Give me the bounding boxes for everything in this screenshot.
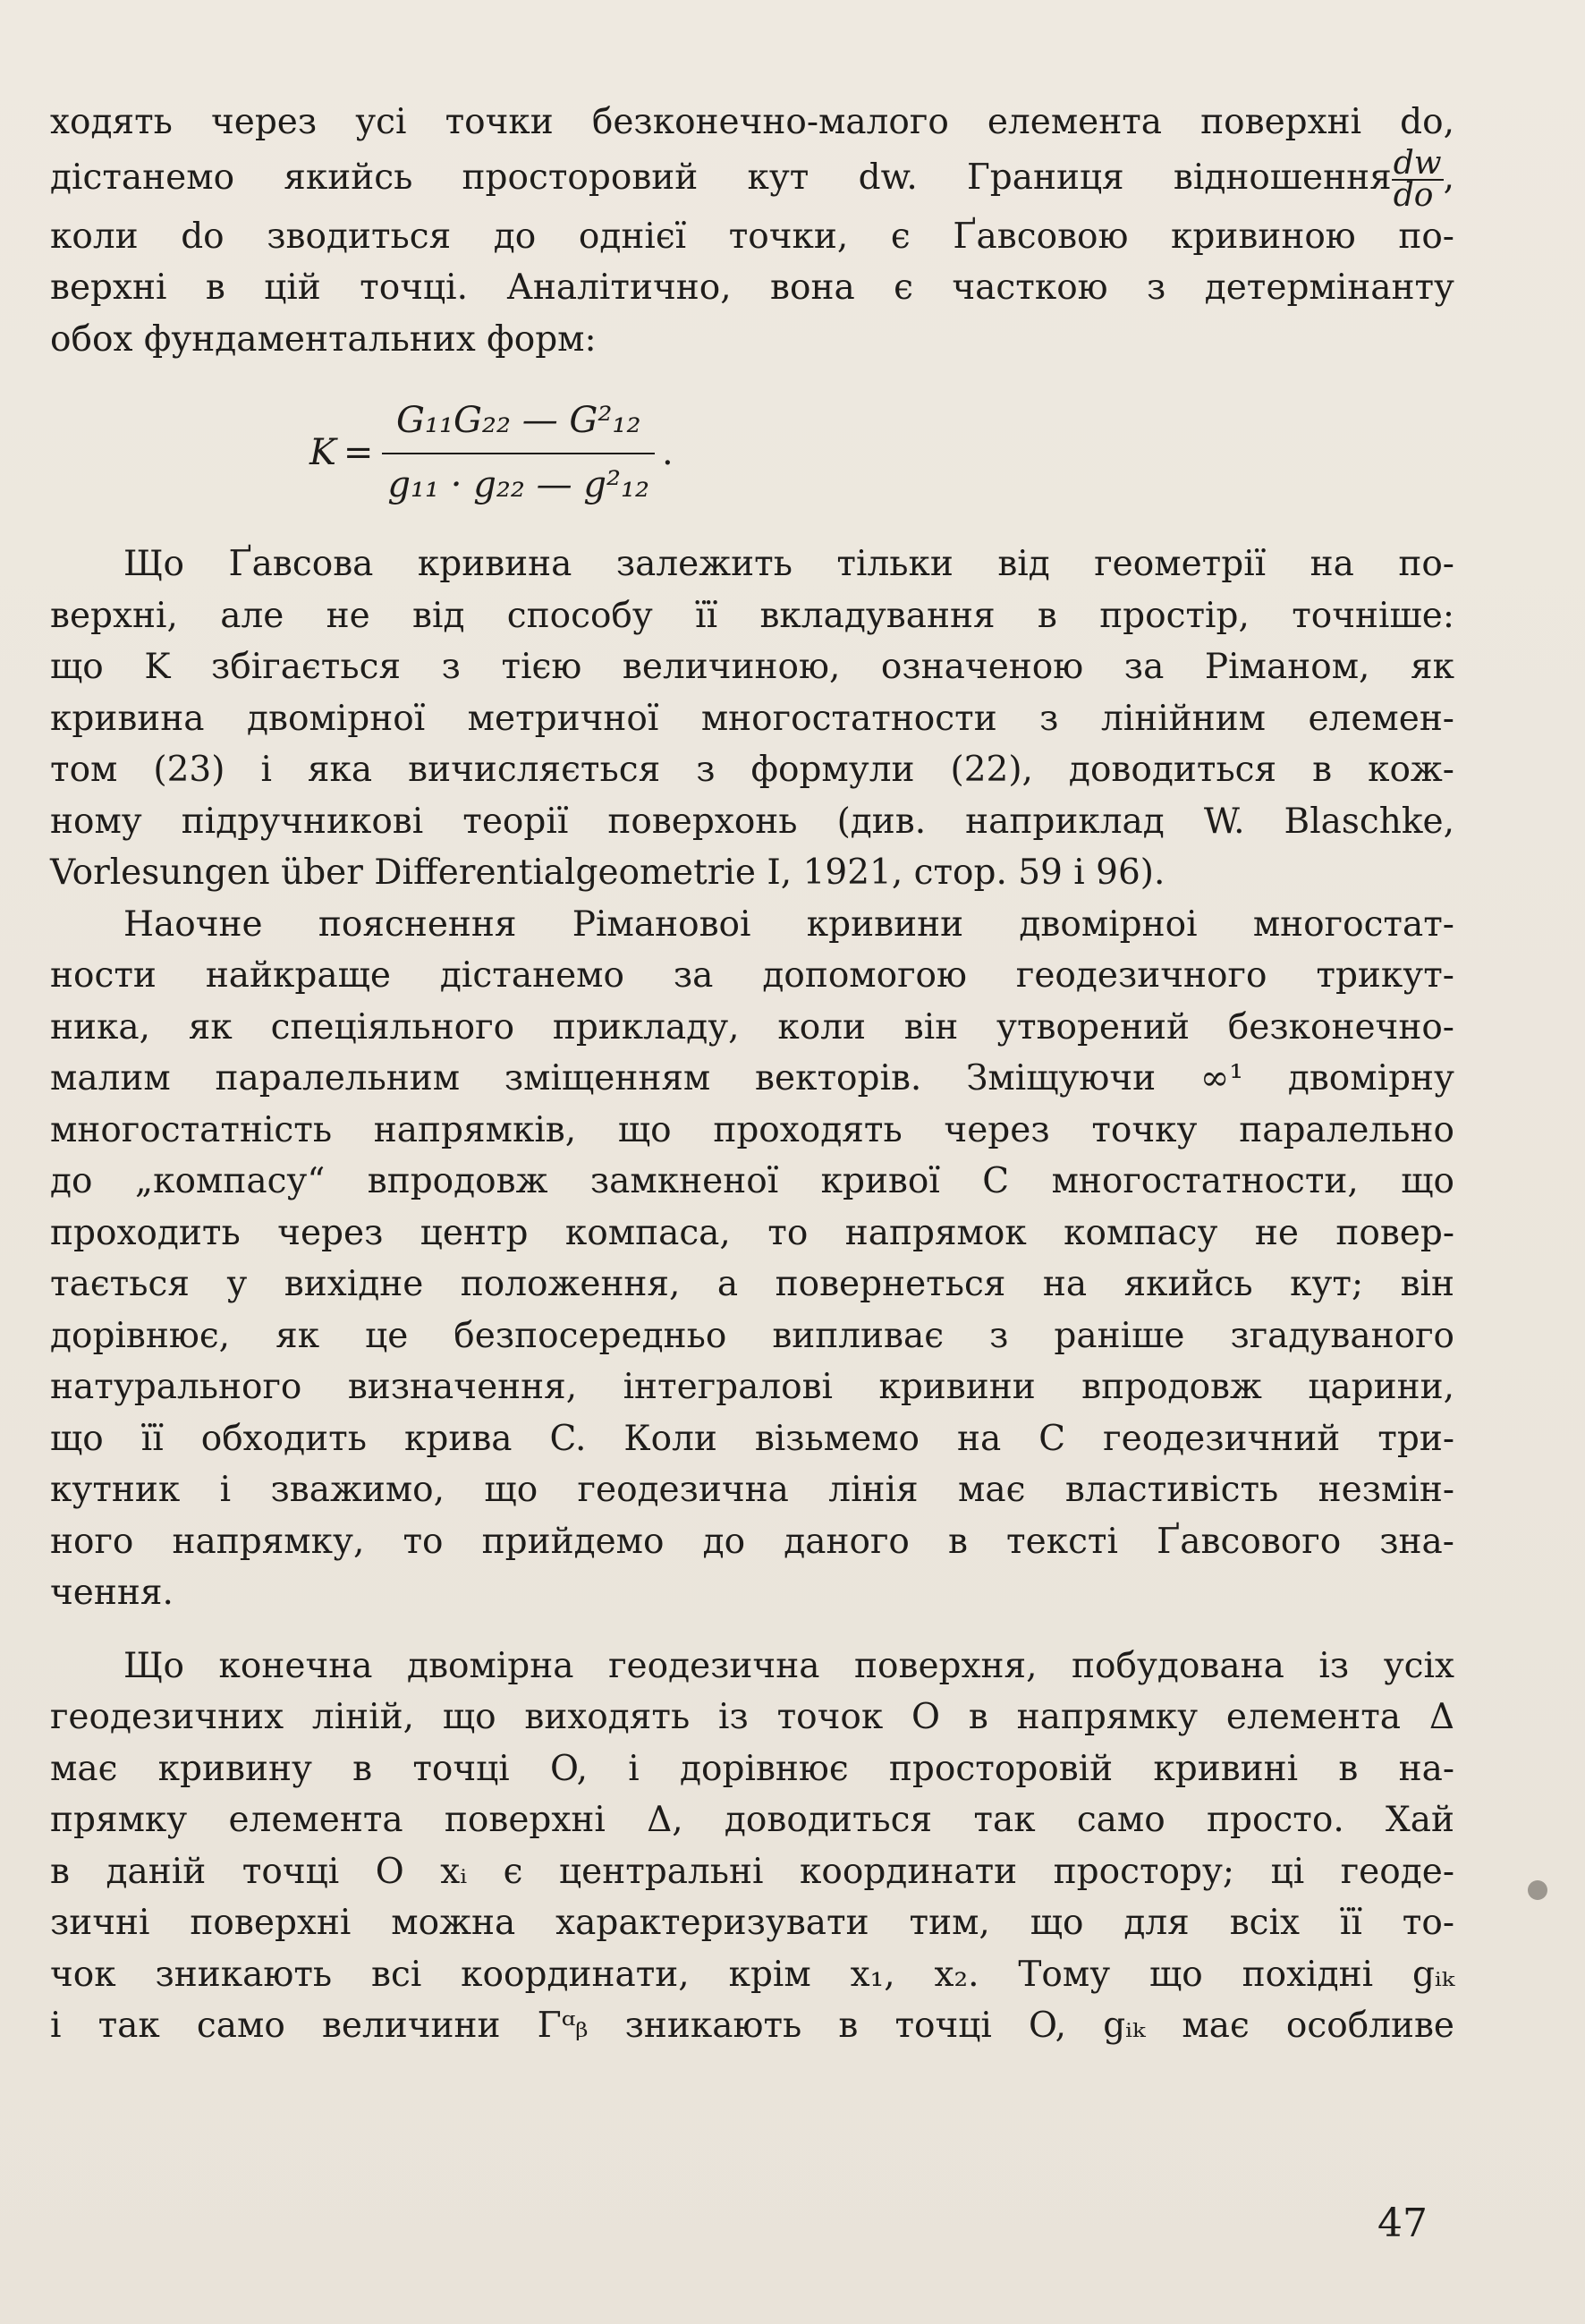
formula-end: .: [662, 431, 674, 473]
text-line: зичні поверхні можна характеризувати тим, що для всіх її то-: [50, 1903, 1454, 1943]
gauss-curvature-formula: [50, 377, 1454, 521]
text-line: геодезичних ліній, що виходять із точок O в напрямку елемента Δ: [50, 1697, 1454, 1737]
paragraph-4: [50, 1641, 1454, 2052]
text-line: в даній точці O xᵢ є центральні координати простору; ці геоде-: [50, 1851, 1454, 1892]
formula-fraction: [382, 395, 655, 511]
text-line: обох фундаментальних форм:: [50, 318, 597, 360]
text-line: натурального визначення, інтегралові кривини впродовж царини,: [50, 1367, 1454, 1407]
fraction-denominator: do: [1393, 176, 1434, 214]
text-line: Vorlesungen über Differentialgeometrie I, 1921, стор. 59 і 96).: [50, 852, 1165, 893]
paragraph-3: [50, 899, 1454, 1619]
formula-denominator: g₁₁ · g₂₂ — g²₁₂: [387, 463, 650, 505]
text-line: що K збігається з тією величиною, означеною за Ріманом, як: [50, 647, 1454, 687]
text-line: [50, 144, 1454, 214]
text-line: проходить через центр компаса, то напрямок компасу не повер-: [50, 1212, 1454, 1253]
text-line: чення.: [50, 1573, 174, 1613]
paragraph-gap: [50, 1619, 1454, 1641]
text-line: що її обходить крива C. Коли візьмемо на C геодезичний три-: [50, 1418, 1454, 1459]
text-line: тається у вихідне положення, а повернеться на якийсь кут; він: [50, 1264, 1454, 1304]
fraction-suffix: ,: [1443, 157, 1454, 198]
text-line: прямку елемента поверхні Δ, доводиться так само просто. Хай: [50, 1800, 1454, 1840]
page-number: 47: [1377, 2201, 1428, 2246]
text-line: кривина двомірної метричної многостатности з лінійним елемен-: [50, 698, 1454, 739]
text-line: до „компасу“ впродовж замкненої кривої C многостатности, що: [50, 1161, 1454, 1201]
text-line: ходять через усі точки безконечно-малого елемента поверхні do,: [50, 102, 1454, 142]
text-line: коли do зводиться до однієї точки, є Ґавсовою кривиною по-: [50, 216, 1454, 257]
margin-mark: [1528, 1880, 1547, 1900]
text-line: ному підручникові теорії поверхонь (див. наприклад W. Blaschke,: [50, 801, 1454, 842]
text-line: Що конечна двомірна геодезична поверхня, побудована із усіх: [123, 1645, 1454, 1686]
paragraph-2: [50, 539, 1454, 899]
text-line: має кривину в точці O, і дорівнює просторовій кривині в на-: [50, 1748, 1454, 1789]
text-line: ного напрямку, то прийдемо до даного в тексті Ґавсового зна-: [50, 1521, 1454, 1562]
text-line: многостатність напрямків, що проходять через точку паралельно: [50, 1109, 1454, 1150]
paragraph-1: [50, 97, 1454, 365]
text-line: ника, як спеціяльного прикладу, коли він утворений безконечно-: [50, 1006, 1454, 1047]
formula-numerator: G₁₁G₂₂ — G²₁₂: [382, 395, 655, 454]
fraction-numerator: dw: [1393, 144, 1442, 182]
formula-body: [309, 395, 674, 511]
text-line: Наочне пояснення Рімановоі кривини двомірноі многостат-: [123, 903, 1454, 945]
text-line: малим паралельним зміщенням векторів. Зміщуючи ∞¹ двомірну: [50, 1058, 1454, 1098]
body-text: [50, 97, 1454, 2052]
formula-lhs: K: [309, 431, 336, 473]
text-line: верхні, але не від способу її вкладування в простір, точніше:: [50, 595, 1454, 636]
text-line: дорівнює, як це безпосередньо випливає з раніше згадуваного: [50, 1315, 1454, 1356]
text-line: і так само величини Γᵅᵦ зникають в точці O, gᵢₖ має особливе: [50, 2006, 1454, 2046]
text-line: Що Ґавсова кривина залежить тільки від геометрії на по-: [123, 544, 1454, 584]
text-line: ности найкраще дістанемо за допомогою геодезичного трикут-: [50, 955, 1454, 996]
text-line-content: дістанемо якийсь просторовий кут dw. Границя відношення: [50, 157, 1392, 198]
text-line: кутник і зважимо, що геодезична лінія має властивість незмін-: [50, 1470, 1454, 1510]
inline-fraction: [1392, 144, 1444, 214]
formula-equals: =: [343, 431, 374, 473]
text-line: чок зникають всі координати, крім x₁, x₂. Тому що похідні gᵢₖ: [50, 1954, 1454, 1995]
text-line: верхні в цій точці. Аналітично, вона є часткою з детермінанту: [50, 267, 1454, 308]
text-line: том (23) і яка вичисляється з формули (22), доводиться в кож-: [50, 750, 1454, 790]
